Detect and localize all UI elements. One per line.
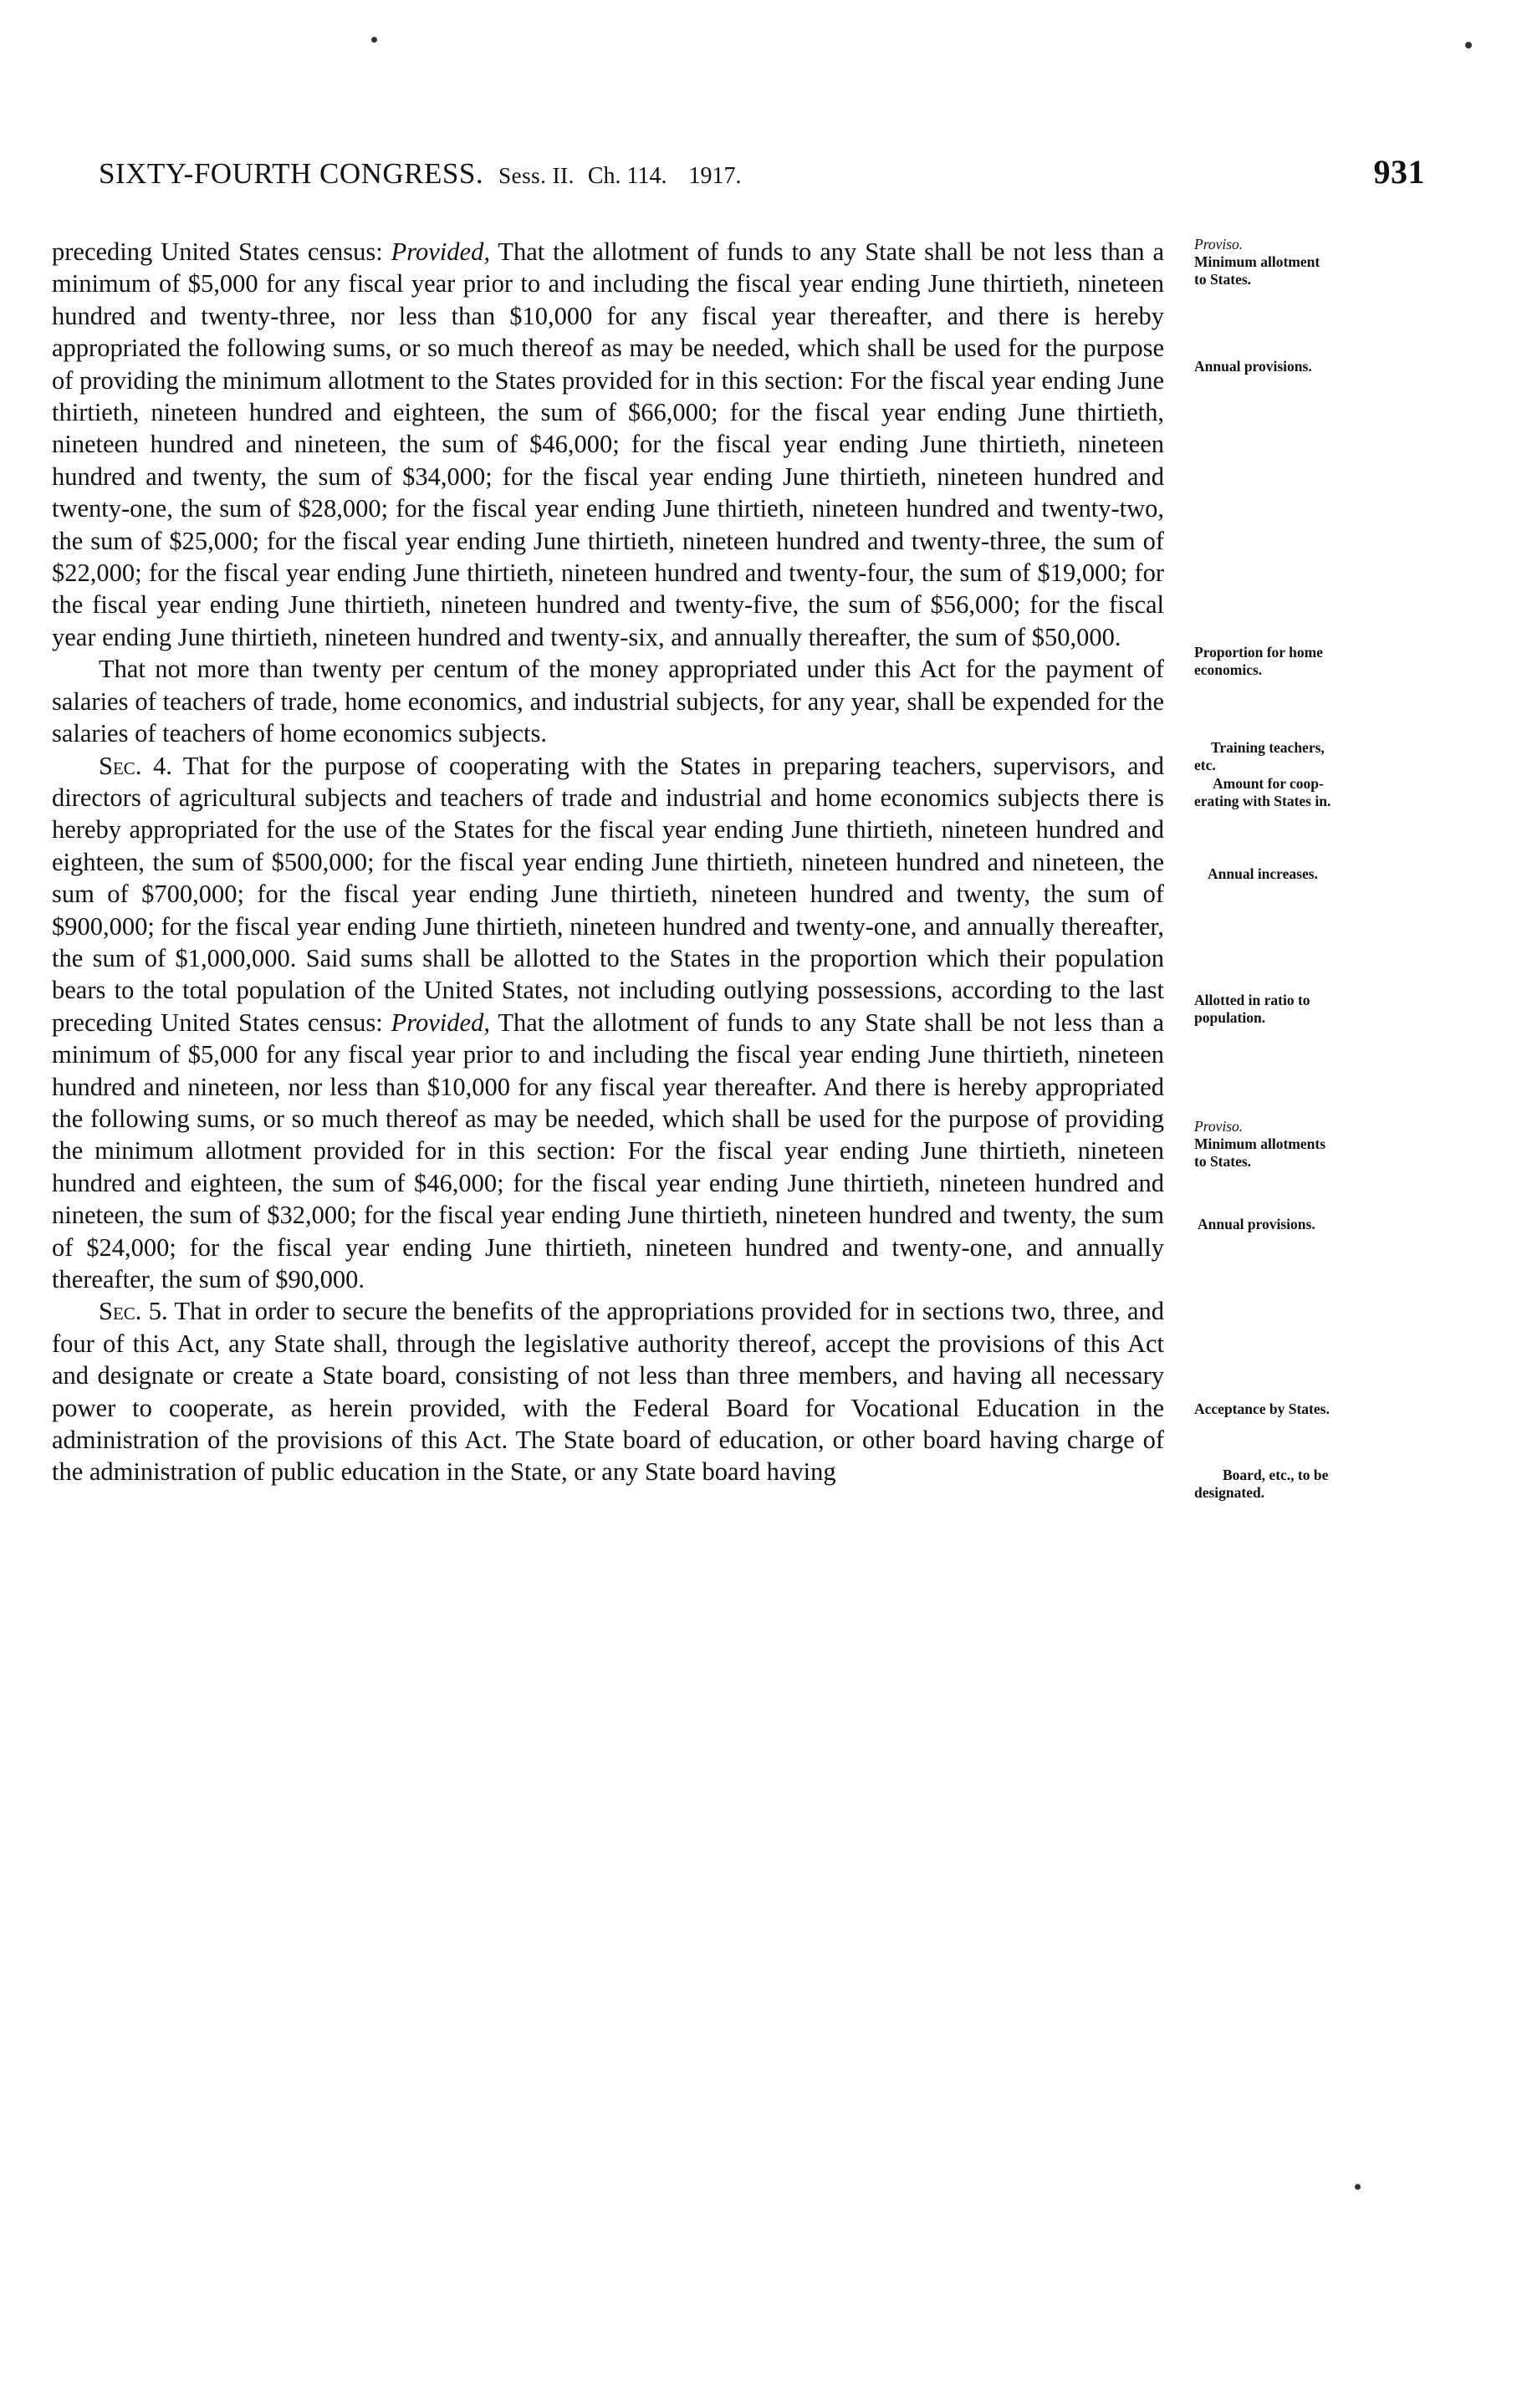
margin-note-line: etc.: [1194, 757, 1216, 773]
margin-note-line: Proviso.: [1194, 1118, 1244, 1135]
margin-note-line: Minimum allotments: [1194, 1135, 1326, 1152]
margin-note-line: Proportion for home: [1194, 644, 1323, 661]
margin-note-annual-provisions-1: [1194, 358, 1470, 375]
margin-note-proviso-minimum-allotment: [1194, 236, 1470, 288]
margin-note-board-designated: [1194, 1467, 1470, 1502]
margin-note-line: to States.: [1194, 271, 1252, 288]
page-speck: [371, 37, 377, 43]
margin-note-training-teachers: [1194, 739, 1470, 774]
paragraph-3: Sec. 4. That for the purpose of cooperating with the States in preparing teachers, supervisors, and directors of agricultural subjects and teachers of trade and industrial and home economics subjects there is hereby appropriated for the use of the States for the fiscal year ending June thirtieth, nineteen hundred and eighteen, the sum of $500,000; for the fiscal year ending June thirtieth, nineteen hundred and nineteen, the sum of $700,000; for the fiscal year ending June thirtieth, nineteen hundred and twenty, the sum of $900,000; for the fiscal year ending June thirtieth, nineteen hundred and twenty-one, and annually thereafter, the sum of $1,000,000. Said sums shall be allotted to the States in the proportion which their population bears to the total population of the United States, not including outlying possessions, according to the last preceding United States census: Provided, That the allotment of funds to any State shall be not less than a minimum of $5,000 for any fiscal year prior to and including the fiscal year ending June thirtieth, nineteen hundred and nineteen, nor less than $10,000 for any fiscal year thereafter. And there is hereby appropriated the following sums, or so much thereof as may be needed, which shall be used for the purpose of providing the minimum allotment provided for in this section: For the fiscal year ending June thirtieth, nineteen hundred and eighteen, the sum of $46,000; for the fiscal year ending June thirtieth, nineteen hundred and nineteen, the sum of $32,000; for the fiscal year ending June thirtieth, nineteen hundred and twenty, the sum of $24,000; for the fiscal year ending June thirtieth, nineteen hundred and twenty-one, and annually thereafter, the sum of $90,000.: [52, 751, 1164, 1293]
paragraph-1: preceding United States census: Provided, That the allotment of funds to any State shall be not less than a minimum of $5,000 for any fiscal year prior to and including the fiscal year ending June thirtieth, nineteen hundred and twenty-three, nor less than $10,000 for any fiscal year thereafter, and there is hereby appropriated the following sums, or so much thereof as may be needed, which shall be used for the purpose of providing the minimum allotment to the States provided for in this section: For the fiscal year ending June thirtieth, nineteen hundred and eighteen, the sum of $66,000; for the fiscal year ending June thirtieth, nineteen hundred and nineteen, the sum of $46,000; for the fiscal year ending June thirtieth, nineteen hundred and twenty, the sum of $34,000; for the fiscal year ending June thirtieth, nineteen hundred and twenty-one, the sum of $28,000; for the fiscal year ending June thirtieth, nineteen hundred and twenty-two, the sum of $25,000; for the fiscal year ending June thirtieth, nineteen hundred and twenty-three, the sum of $22,000; for the fiscal year ending June thirtieth, nineteen hundred and twenty-four, the sum of $19,000; for the fiscal year ending June thirtieth, nineteen hundred and twenty-five, the sum of $56,000; for the fiscal year ending June thirtieth, nineteen hundred and twenty-six, and annually thereafter, the sum of $50,000.: [52, 237, 1164, 651]
margin-note-allotted-ratio-population: [1194, 992, 1470, 1027]
margin-note-line: Minimum allotment: [1194, 253, 1320, 270]
margin-note-line: designated.: [1194, 1484, 1265, 1501]
margin-note-line: economics.: [1194, 661, 1263, 678]
paragraph-4: Sec. 5. That in order to secure the benefits of the appropriations provided for in sections two, three, and four of this Act, any State shall, through the legislative authority thereof, accept the provisions of this Act and designate or create a State board, consisting of not less than three members, and having all necessary power to cooperate, as herein provided, with the Federal Board for Vocational Education in the administration of the provisions of this Act. The State board of education, or other board having charge of the administration of public education in the State, or any State board having: [52, 1297, 1164, 1487]
margin-note-line: Annual increases.: [1208, 865, 1318, 882]
page-number: 931: [1373, 153, 1425, 191]
margin-note-proportion-home-economics: [1194, 644, 1470, 679]
margin-note-annual-provisions-2: [1194, 1216, 1470, 1233]
margin-note-proviso-minimum-allotments: [1194, 1118, 1470, 1171]
margin-note-acceptance-by-states: [1194, 1400, 1470, 1418]
running-head-year: 1917.: [688, 163, 742, 189]
margin-note-line: Allotted in ratio to: [1194, 992, 1310, 1008]
paragraph-2: That not more than twenty per centum of the money appropriated under this Act for the payment of salaries of teachers of trade, home economics, and industrial subjects, for any year, shall be expended for the salaries of teachers of home economics subjects.: [52, 655, 1164, 748]
margin-note-annual-increases: [1194, 865, 1470, 883]
margin-note-line: Amount for coop-: [1213, 775, 1324, 792]
margin-note-line: Annual provisions.: [1194, 358, 1312, 375]
margin-note-line: Acceptance by States.: [1194, 1400, 1330, 1417]
running-head-session: Sess. II.: [498, 163, 575, 188]
margin-note-line: to States.: [1194, 1153, 1252, 1170]
body-text-column: [52, 236, 1164, 1488]
margin-note-amount-cooperating: [1194, 775, 1470, 810]
running-head-chapter: Ch. 114.: [587, 163, 667, 189]
margin-note-line: erating with States in.: [1194, 793, 1331, 809]
page-speck: [1465, 42, 1472, 48]
margin-note-line: Annual provisions.: [1198, 1216, 1315, 1232]
running-head: [99, 157, 1420, 191]
running-head-congress: SIXTY-FOURTH CONGRESS.: [99, 157, 484, 190]
margin-note-line: Proviso.: [1194, 236, 1244, 253]
page-speck: [1355, 2184, 1361, 2190]
margin-note-line: population.: [1194, 1009, 1266, 1026]
margin-note-line: Training teachers,: [1211, 739, 1325, 756]
margin-note-line: Board, etc., to be: [1223, 1467, 1329, 1483]
